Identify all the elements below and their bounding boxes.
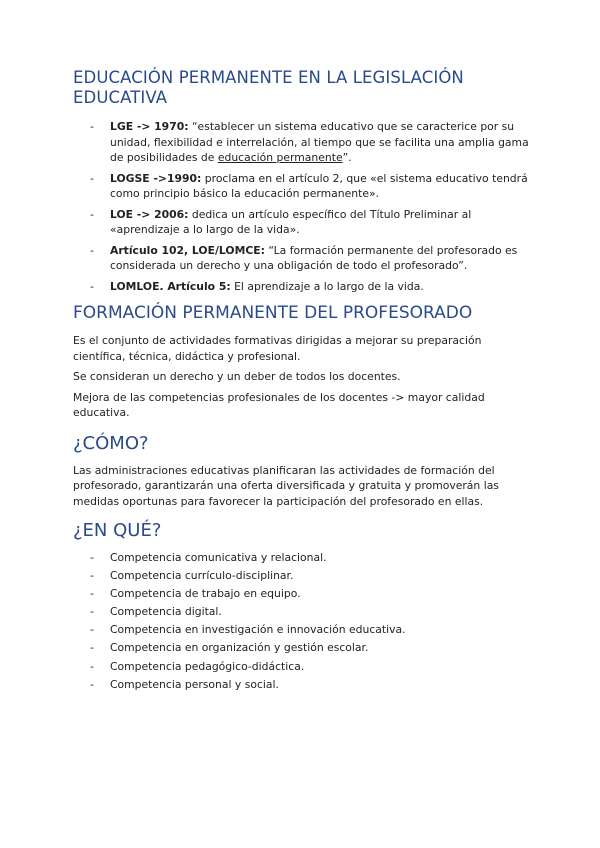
dash-bullet: - xyxy=(90,659,94,673)
competencia-text: Competencia de trabajo en equipo. xyxy=(110,587,301,601)
heading-como: ¿CÓMO? xyxy=(73,432,149,454)
list-item xyxy=(73,640,533,656)
list-item xyxy=(73,568,533,584)
list-item xyxy=(73,119,533,166)
document-content xyxy=(73,68,533,692)
underlined-term: educación permanente xyxy=(217,151,343,164)
competencia-text: Competencia en investigación e innovación educativa. xyxy=(110,623,406,637)
list-item xyxy=(73,659,533,675)
dash-bullet: - xyxy=(90,623,94,637)
list-item xyxy=(73,243,533,274)
competencia-text: Competencia comunicativa y relacional. xyxy=(110,551,327,564)
law-label: LGE -> 1970: xyxy=(110,120,189,133)
dash-bullet: - xyxy=(90,569,94,583)
law-label: LOGSE ->1990: xyxy=(110,171,202,185)
competencia-text: Competencia currículo-disciplinar. xyxy=(110,569,294,583)
paragraph: Es el conjunto de actividades formativas dirigidas a mejorar su preparación científica, técnica, didáctica y profesional. xyxy=(73,334,482,363)
dash-bullet: - xyxy=(90,641,94,655)
paragraph: Se consideran un derecho y un deber de todos los docentes. xyxy=(73,370,401,383)
list-item xyxy=(73,622,533,638)
law-text: “establecer un sistema educativo que se caracterice por su unidad, flexibilidad e interrelación, al tiempo que se facilita una amplia gama de posibilidades de xyxy=(110,120,529,164)
law-text: “La formación permanente del profesorado es considerada un derecho y una obligación de todo el profesorado”. xyxy=(110,243,518,272)
dash-bullet: - xyxy=(90,677,94,691)
dash-bullet: - xyxy=(90,171,94,185)
competencia-text: Competencia digital. xyxy=(110,605,222,619)
law-label: LOE -> 2006: xyxy=(110,207,189,221)
heading-legislacion: EDUCACIÓN PERMANENTE EN LA LEGISLACIÓN EDUCATIVA xyxy=(73,68,464,107)
paragraph: Mejora de las competencias profesionales de los docentes -> mayor calidad educativa. xyxy=(73,390,485,419)
list-item xyxy=(73,586,533,602)
dash-bullet: - xyxy=(90,605,94,619)
law-label: Artículo 102, LOE/LOMCE: xyxy=(110,243,265,257)
legislacion-list xyxy=(73,119,533,294)
dash-bullet: - xyxy=(90,587,94,601)
list-item xyxy=(73,207,533,238)
heading-en-que: ¿EN QUÉ? xyxy=(73,520,162,541)
list-item xyxy=(73,550,533,566)
competencias-list xyxy=(73,550,533,692)
law-text: proclama en el artículo 2, que «el sistema educativo tendrá como principio básico la educación permanente». xyxy=(110,171,528,200)
dash-bullet: - xyxy=(90,207,94,221)
dash-bullet: - xyxy=(90,551,94,564)
paragraph: Las administraciones educativas planificaran las actividades de formación del profesorado, garantizarán una oferta diversificada y gratuita y promoverán las medidas oportunas para favorecer la participación del profesorado en ellas. xyxy=(73,463,499,508)
list-item xyxy=(73,677,533,693)
list-item xyxy=(73,171,533,202)
competencia-text: Competencia personal y social. xyxy=(110,677,279,691)
law-label: LOMLOE. Artículo 5: xyxy=(110,279,231,293)
dash-bullet: - xyxy=(90,243,94,257)
list-item xyxy=(73,604,533,620)
competencia-text: Competencia pedagógico-didáctica. xyxy=(110,659,305,673)
competencia-text: Competencia en organización y gestión escolar. xyxy=(110,641,369,655)
law-text: El aprendizaje a lo largo de la vida. xyxy=(230,279,424,293)
dash-bullet: - xyxy=(90,279,94,293)
dash-bullet: - xyxy=(90,120,94,133)
list-item xyxy=(73,279,533,295)
heading-formacion: FORMACIÓN PERMANENTE DEL PROFESORADO xyxy=(73,303,473,323)
law-text-end: ”. xyxy=(342,151,352,164)
law-text: dedica un artículo específico del Título Preliminar al «aprendizaje a lo largo de la vida». xyxy=(110,207,472,236)
